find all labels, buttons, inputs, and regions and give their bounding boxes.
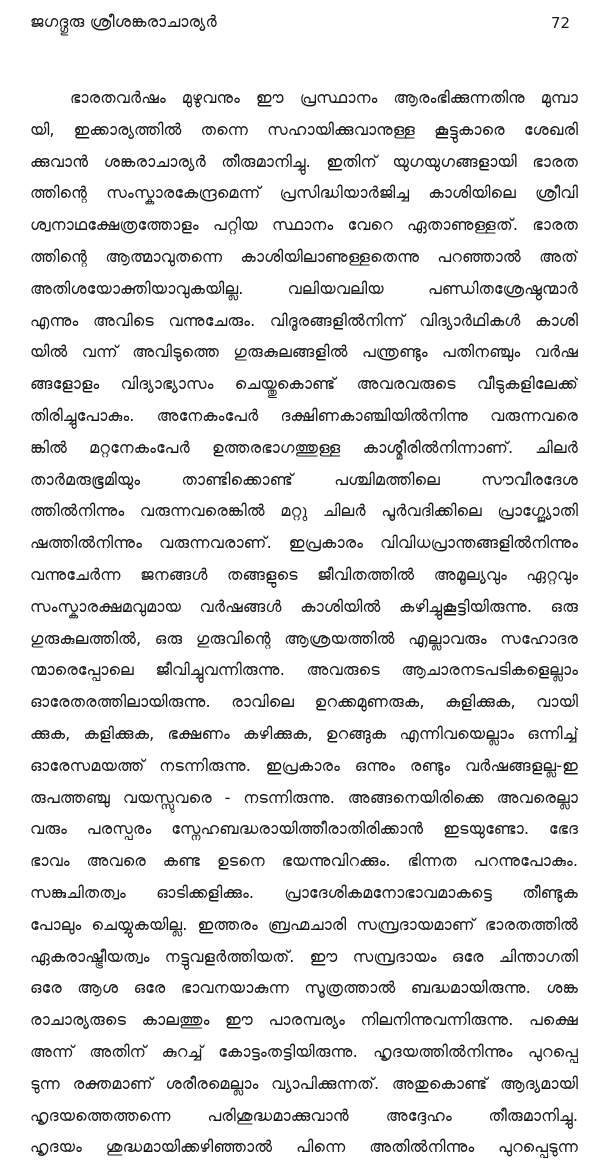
text-line: ഭാവം അവരെ കണ്ട ഉടനെ ഭയന്നുവിറക്കും. ഭിന്നത പറന്നുപോകും. <box>30 851 578 871</box>
text-line: ഓരേതരത്തിലായിരുന്നു. രാവിലെ ഉറക്കമുണരുക, കുളിക്കുക, വായി <box>30 692 578 712</box>
text-line: ങ്കിൽ മറ്റനേകംപേർ ഉത്തരഭാഗത്തുള്ള കാശ്മീരിൽനിന്നാണ്. ചിലർ <box>30 437 578 457</box>
text-line: അന്ന് അതിന് കുറച്ച് കോട്ടംതട്ടിയിരുന്നു. ഹൃദയത്തിൽനിന്നും പുറപ്പെ <box>30 1041 578 1061</box>
text-line: ന്മാരെപ്പോലെ ജീവിച്ചുവന്നിരുന്നു. അവരുടെ ആചാരനടപടികളെല്ലാം <box>30 660 578 680</box>
text-line: ശ്വനാഥക്ഷേത്രത്തോളം പറ്റിയ സ്ഥാനം വേറെ ഏതാണുള്ളത്. ഭാരത <box>30 215 578 235</box>
text-line: താർമരുഭൂമിയും താണ്ടിക്കൊണ്ട് പശ്ചിമത്തിലെ സൗവീരദേശ <box>30 469 578 489</box>
text-line: ങ്ങളോളം വിദ്യാഭ്യാസം ചെയ്തുകൊണ്ട് അവരവരുടെ വീടുകളിലേക്ക് <box>30 374 578 394</box>
text-line: ഒരേ ആശ ഒരേ ഭാവനയാകുന്ന സൂത്രത്താൽ ബദ്ധമായിരുന്നു. ശങ്ക <box>30 978 578 998</box>
text-line: യി, ഇക്കാര്യത്തിൽ തന്നെ സഹായിക്കുവാനുള്ള കൂട്ടുകാരെ ശേഖരി <box>30 119 578 139</box>
text-line: രാചാര്യരുടെ കാലത്തും ഈ പാരമ്പര്യം നിലനിന്നുവന്നിരുന്നു. പക്ഷെ <box>30 1010 578 1030</box>
text-line: ഓരേസമയത്ത് നടന്നിരുന്നു. ഇപ്രകാരം ഒന്നും രണ്ടും വർഷങ്ങളല്ല-ഇ <box>30 755 578 775</box>
text-line: ക്കുക, കളിക്കുക, ഭക്ഷണം കഴിക്കുക, ഉറങ്ങുക എന്നിവയെല്ലാം ഒന്നിച്ച് <box>30 723 578 743</box>
text-line: അതിശയോക്തിയാവുകയില്ല. വലിയവലിയ പണ്ഡിതശ്രേഷ്ഠന്മാർ <box>30 278 578 298</box>
text-line: എന്നും അവിടെ വന്നുചേരും. വിദൂരങ്ങളിൽനിന്ന് വിദ്യാർഥികൾ കാശി <box>30 310 578 330</box>
body-paragraph <box>30 82 578 1163</box>
text-line: ഏകരാഷ്ട്രീയത്വം നട്ടുവളർത്തിയത്. ഈ സമ്പ്രദായം ഒരേ ചിന്താഗതി <box>30 946 578 966</box>
text-line: ക്കുവാൻ ശങ്കരാചാര്യർ തീരുമാനിച്ചു. ഇതിന് യുഗയുഗങ്ങളായി ഭാരത <box>30 151 578 171</box>
text-line: ഗുരുകുലത്തിൽ, ഒരു ഗുരുവിന്റെ ആശ്രയത്തിൽ എല്ലാവരും സഹോദര <box>30 628 578 648</box>
running-header-title: ജഗദ്ഗുരു ശ്രീശങ്കരാചാര്യർ <box>30 12 217 31</box>
text-line: പോലും ചെയ്യുകയില്ല. ഇത്തരം ബ്രഹ്മചാരി സമ്പ്രദായമാണ് ഭാരതത്തിൽ <box>30 914 578 934</box>
text-line: ഹൃദയത്തെത്തന്നെ പരിശുദ്ധമാക്കുവാൻ അദ്ദേഹം തീരുമാനിച്ചു. <box>30 1105 578 1125</box>
text-line: ത്തിന്റെ സംസ്കാരകേന്ദ്രമെന്ന് പ്രസിദ്ധിയാർജിച്ച കാശിയിലെ ശ്രീവി <box>30 183 578 203</box>
page-number: 72 <box>550 14 570 32</box>
text-line: സംസ്കാരക്ഷമവുമായ വർഷങ്ങൾ കാശിയിൽ കഴിച്ചുകൂട്ടിയിരുന്നു. ഒരു <box>30 596 578 616</box>
text-line: തിരിച്ചുപോകും. അനേകംപേർ ദക്ഷിണകാഞ്ചിയിൽനിന്നു വരുന്നവരെ <box>30 405 578 425</box>
text-line: ഷത്തിൽനിന്നും വരുന്നവരാണ്. ഇപ്രകാരം വിവിധപ്രാന്തങ്ങളിൽനിന്നും <box>30 533 578 553</box>
text-line: രുപത്തഞ്ചു വയസ്സുവരെ - നടന്നിരുന്നു. അങ്ങനെയിരിക്കെ അവരെല്ലാ <box>30 787 578 807</box>
text-line: ടുന്ന രക്തമാണ് ശരീരമെല്ലാം വ്യാപിക്കുന്നത്. അതുകൊണ്ട് ആദ്യമായി <box>30 1073 578 1093</box>
text-line: വരും പരസ്പരം സ്നേഹബദ്ധരായിത്തീരാതിരിക്കാൻ ഇടയുണ്ടോ. ഭേദ <box>30 819 578 839</box>
text-line: വന്നുചേർന്ന ജനങ്ങൾ തങ്ങളുടെ ജീവിതത്തിൽ അമൂല്യവും ഏറ്റവും <box>30 564 578 584</box>
text-line: സങ്കുചിതത്വം ഓടിക്കളിക്കും. പ്രാദേശികമനോഭാവമാകട്ടെ തീണ്ടുക <box>30 882 578 902</box>
text-line: ഹൃദയം ശുദ്ധമായിക്കഴിഞ്ഞാൽ പിന്നെ അതിൽനിന്നും പുറപ്പെടുന്ന <box>30 1137 578 1157</box>
text-line: ഭാരതവർഷം മുഴുവനും ഈ പ്രസ്ഥാനം ആരംഭിക്കുന്നതിനു മുമ്പാ <box>70 88 578 107</box>
text-line: ത്തിന്റെ ആത്മാവുതന്നെ കാശിയിലാണുള്ളതെന്നു പറഞ്ഞാൽ അത് <box>30 246 578 266</box>
text-line: ത്തിൽനിന്നും വരുന്നവരെങ്കിൽ മറ്റു ചിലർ പൂർവദിക്കിലെ പ്രാഗ്ജ്യോതി <box>30 501 578 521</box>
text-line: യിൽ വന്ന് അവിടുത്തെ ഗുരുകുലങ്ങളിൽ പന്ത്രണ്ടും പതിനഞ്ചും വർഷ <box>30 342 578 362</box>
